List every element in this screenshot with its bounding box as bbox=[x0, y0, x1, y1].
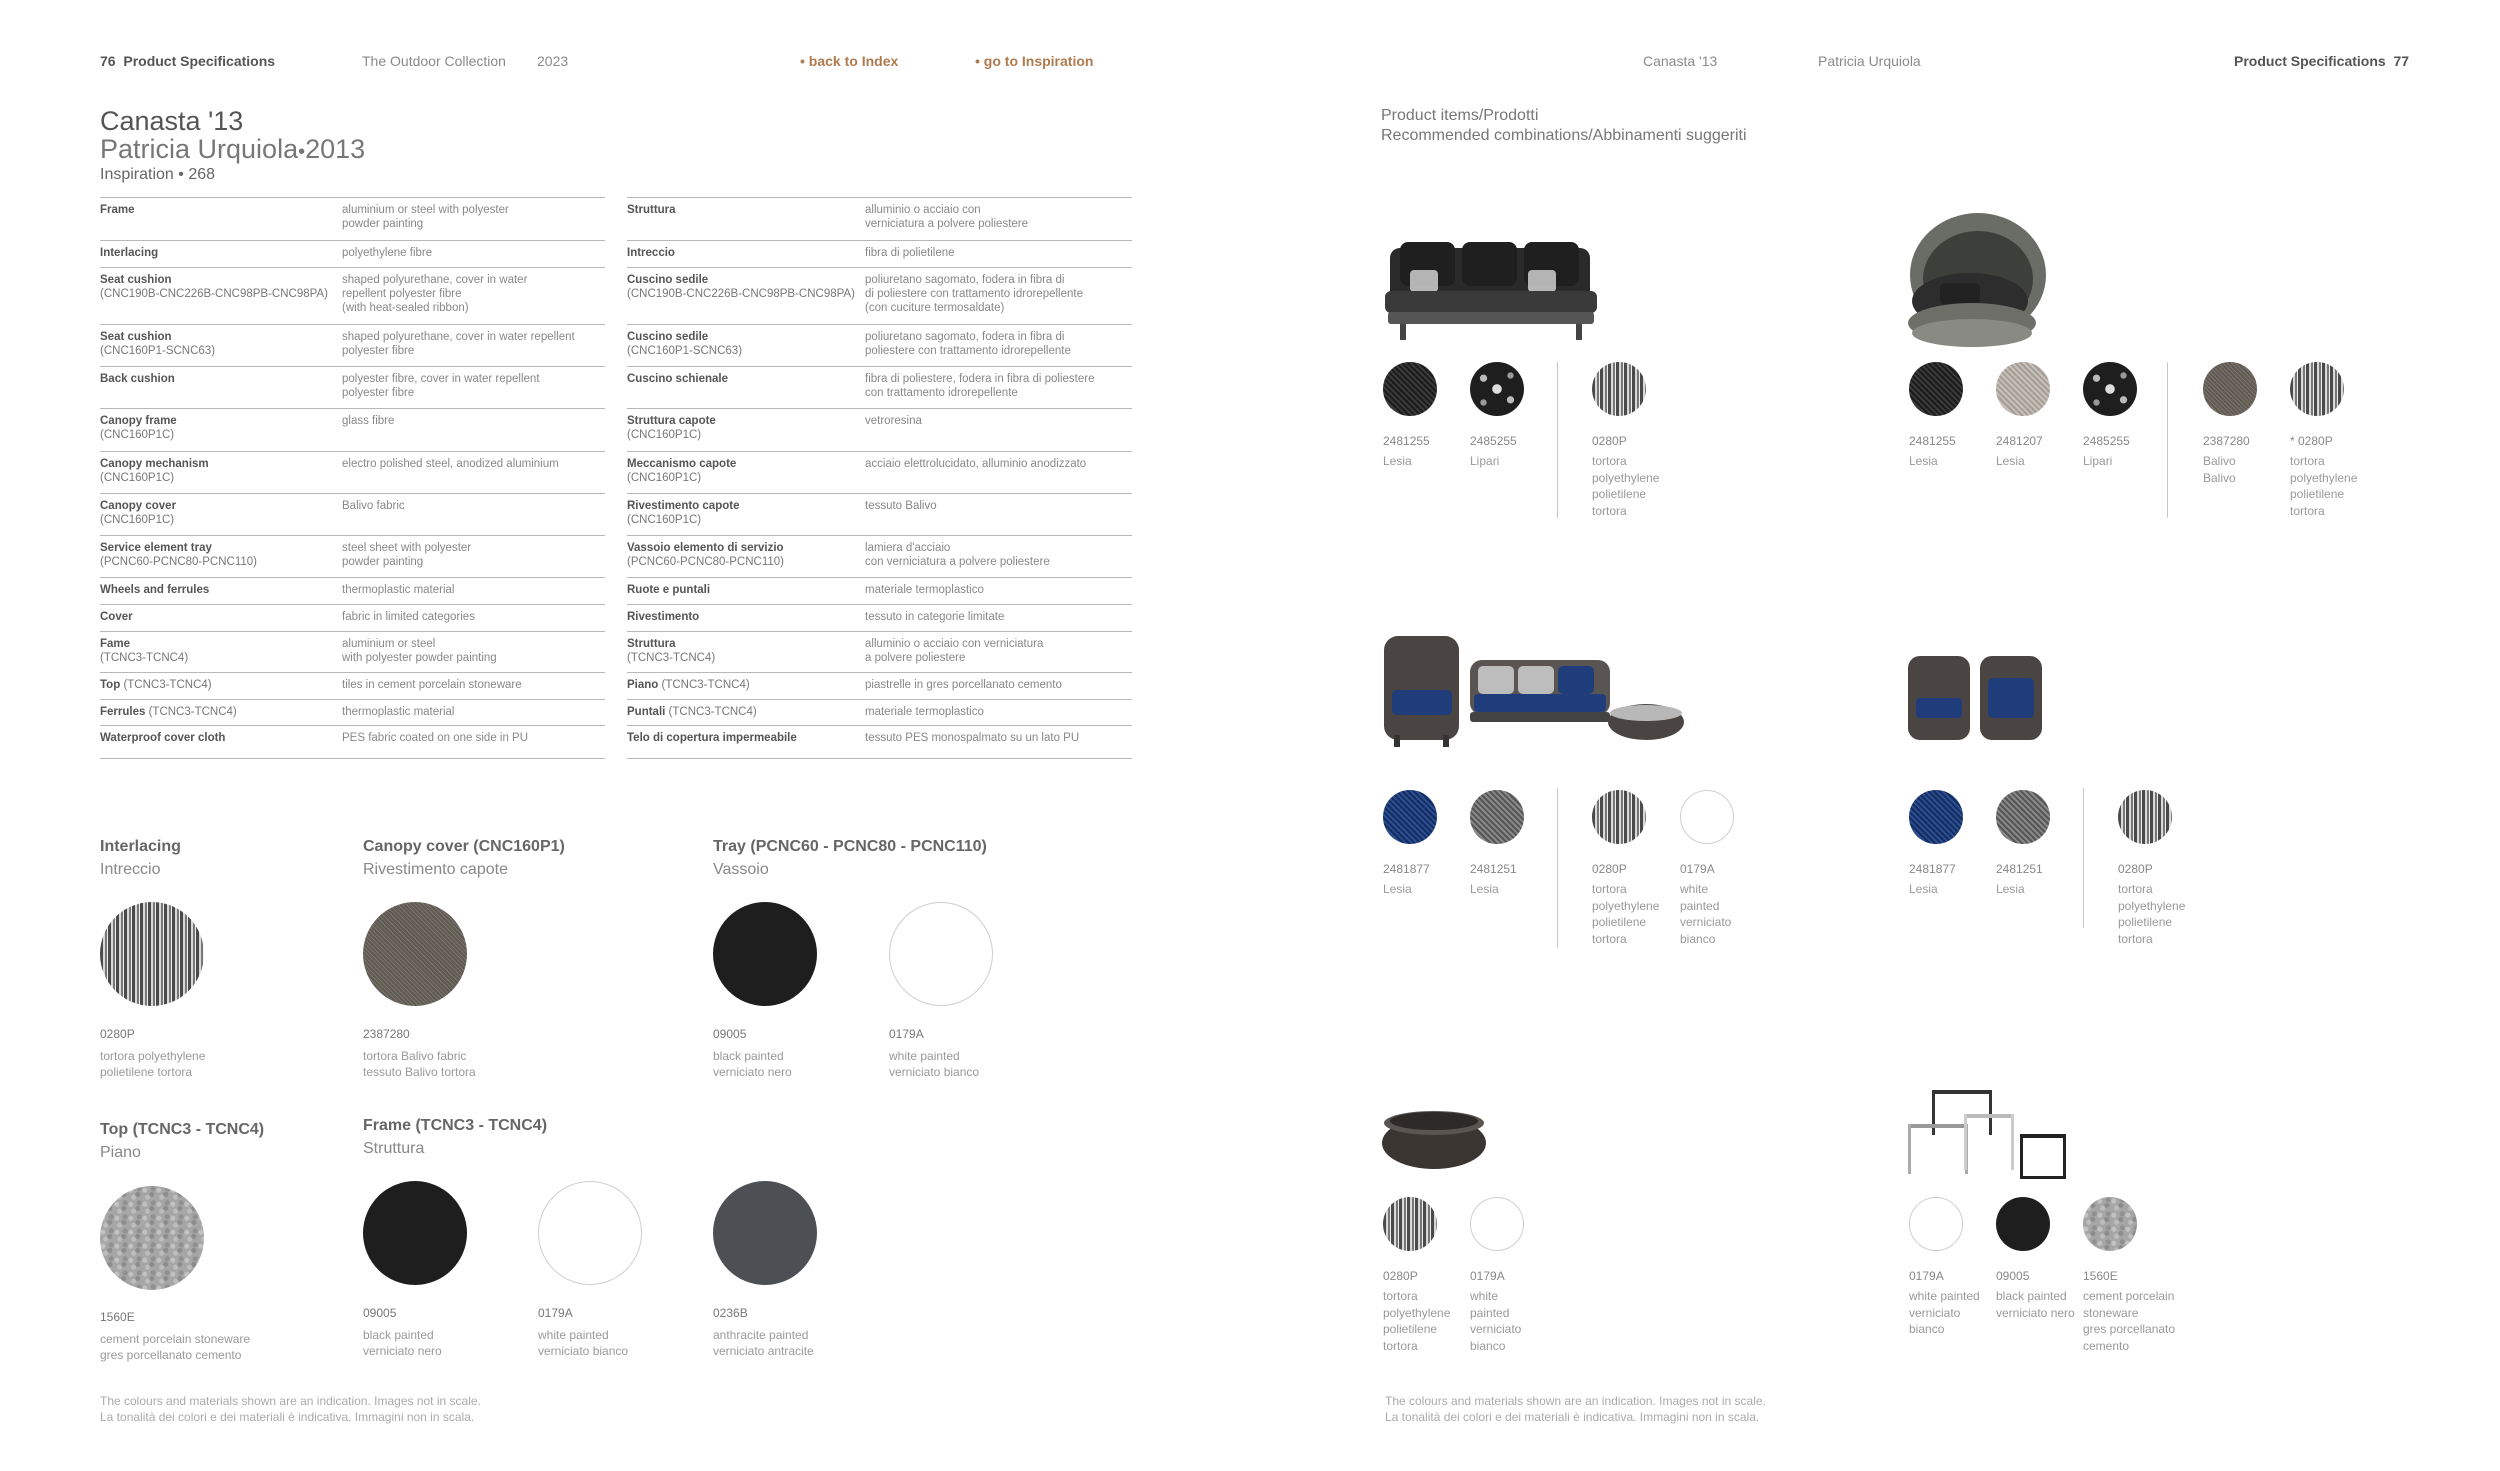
swatch-circle bbox=[2083, 362, 2137, 416]
footnote-left: The colours and materials shown are an indication. Images not in scale. La tonalità dei colori e dei materiali è indicativa. Immagini non in scala. bbox=[100, 1394, 481, 1424]
right-page-number: 77 bbox=[2393, 53, 2410, 69]
spec-key-label: Cuscino sedile bbox=[627, 331, 709, 343]
swatch-code: 0280P bbox=[2118, 862, 2153, 876]
spec-key-model: (CNC160P1C) bbox=[100, 514, 175, 526]
spec-key-model: (CNC160P1C) bbox=[100, 429, 175, 441]
spec-value: poliuretano sagomato, fodera in fibra di di poliestere con trattamento idrorepellente (con cuciture termosaldate) bbox=[865, 274, 1083, 314]
swatch-desc: white painted verniciato bianco bbox=[1470, 1289, 1522, 1353]
spec-value: poliuretano sagomato, fodera in fibra di poliestere con trattamento idrorepellente bbox=[865, 331, 1071, 357]
spec-row bbox=[627, 699, 1132, 725]
swatch-desc: cement porcelain stoneware gres porcellanato cemento bbox=[2083, 1289, 2176, 1353]
spec-row bbox=[627, 267, 1132, 324]
spec-key-label: Ferrules bbox=[100, 706, 146, 718]
spec-key-label: Canopy cover bbox=[100, 500, 177, 512]
spec-value: acciaio elettrolucidato, alluminio anodizzato bbox=[865, 458, 1087, 470]
swatch-desc: Lipari bbox=[2083, 454, 2113, 468]
right-product-label: Canasta '13 bbox=[1643, 53, 1718, 69]
spec-row bbox=[100, 604, 605, 631]
swatch-desc: Lesia bbox=[1383, 454, 1412, 468]
swatch-circle bbox=[1680, 790, 1734, 844]
frame-white-swatch bbox=[538, 1181, 642, 1285]
spec-value: vetroresina bbox=[865, 415, 922, 427]
spec-value: shaped polyurethane, cover in water repellent polyester fibre (with heat-sealed ribbon) bbox=[342, 274, 528, 314]
spec-value: polyethylene fibre bbox=[342, 247, 433, 259]
spec-row bbox=[627, 604, 1132, 631]
spec-key bbox=[627, 273, 855, 301]
spec-key-model: (CNC160P1C) bbox=[627, 514, 702, 526]
spec-key-model: (CNC190B-CNC226B-CNC98PB-CNC98PA) bbox=[627, 288, 855, 300]
tray-black-code: 09005 bbox=[713, 1027, 747, 1041]
spec-key-model: (TCNC3-TCNC4) bbox=[627, 652, 716, 664]
spec-key-label: Cover bbox=[100, 611, 133, 623]
ottoman-image bbox=[1378, 1103, 1490, 1173]
spec-value: glass fibre bbox=[342, 415, 395, 427]
frame-white-desc: white painted verniciato bianco bbox=[538, 1328, 629, 1358]
spec-key-model: (TCNC3-TCNC4) bbox=[123, 679, 212, 691]
product-items-heading: Product items/Prodotti bbox=[1381, 107, 1539, 124]
swatch-circle bbox=[1470, 362, 1524, 416]
spec-key-model: (TCNC3-TCNC4) bbox=[100, 652, 189, 664]
spec-key bbox=[100, 731, 225, 745]
spec-row bbox=[627, 451, 1132, 493]
right-section-label: Product Specifications bbox=[2234, 53, 2386, 69]
swatch-code: 0179A bbox=[1680, 862, 1715, 876]
frame-white-code: 0179A bbox=[538, 1306, 573, 1320]
swatch-code: 2481251 bbox=[1470, 862, 1517, 876]
canopy-title: Canopy cover (CNC160P1) bbox=[363, 838, 565, 855]
canopy-code: 2387280 bbox=[363, 1027, 410, 1041]
swatch-code: 2387280 bbox=[2203, 434, 2250, 448]
recommended-heading: Recommended combinations/Abbinamenti suggeriti bbox=[1381, 127, 1747, 144]
spec-row bbox=[627, 324, 1132, 366]
swatch-code: 2481255 bbox=[1383, 434, 1430, 448]
spec-key-label: Seat cushion bbox=[100, 274, 172, 286]
collection-label: The Outdoor Collection bbox=[362, 53, 506, 69]
swatch-desc: tortora polyethylene polietilene tortora bbox=[1592, 454, 1660, 518]
spec-row bbox=[100, 267, 605, 324]
spec-value: shaped polyurethane, cover in water repellent polyester fibre bbox=[342, 331, 575, 357]
swatch-circle bbox=[1592, 362, 1646, 416]
swatch-circle bbox=[2203, 362, 2257, 416]
spec-row bbox=[100, 535, 605, 577]
swatch-code: 2485255 bbox=[1470, 434, 1517, 448]
spec-key-model: (CNC190B-CNC226B-CNC98PB-CNC98PA) bbox=[100, 288, 328, 300]
tray-white-swatch bbox=[889, 902, 993, 1006]
spec-row bbox=[100, 451, 605, 493]
spec-row bbox=[627, 577, 1132, 604]
frame-anthracite-desc: anthracite painted verniciato antracite bbox=[713, 1328, 814, 1358]
spec-value: piastrelle in gres porcellanato cemento bbox=[865, 679, 1062, 691]
spec-value: tiles in cement porcelain stoneware bbox=[342, 679, 522, 691]
armchairs-image bbox=[1902, 648, 2052, 748]
spec-row bbox=[627, 672, 1132, 699]
spec-key-label: Rivestimento capote bbox=[627, 500, 740, 512]
spec-row bbox=[100, 577, 605, 604]
swatch-circle bbox=[1909, 790, 1963, 844]
product-title: Canasta '13 bbox=[100, 106, 244, 136]
spec-key bbox=[100, 372, 175, 386]
lounge-set-image bbox=[1378, 630, 1688, 750]
swatch-desc: Balivo Balivo bbox=[2203, 454, 2236, 485]
spec-value: materiale termoplastico bbox=[865, 584, 984, 596]
swatch-circle bbox=[1383, 1197, 1437, 1251]
swatch-desc: Lesia bbox=[1470, 882, 1499, 896]
swatch-code: 0179A bbox=[1470, 1269, 1505, 1283]
spec-key-model: (CNC160P1-SCNC63) bbox=[627, 345, 743, 357]
tray-white-code: 0179A bbox=[889, 1027, 924, 1041]
swatch-desc: Lesia bbox=[1996, 882, 2025, 896]
spec-key bbox=[627, 203, 676, 217]
canopy-swatch bbox=[363, 902, 467, 1006]
spec-value: alluminio o acciaio con verniciatura a polvere poliestere bbox=[865, 638, 1044, 664]
spec-key-model: (TCNC3-TCNC4) bbox=[668, 706, 757, 718]
spec-key-label: Cuscino schienale bbox=[627, 373, 728, 385]
spec-key bbox=[100, 678, 212, 692]
spec-key-model: (CNC160P1-SCNC63) bbox=[100, 345, 216, 357]
swatch-code: 2481877 bbox=[1383, 862, 1430, 876]
swatch-code: 2481207 bbox=[1996, 434, 2043, 448]
spec-value: thermoplastic material bbox=[342, 584, 455, 596]
spec-key-label: Interlacing bbox=[100, 247, 159, 259]
spec-row bbox=[100, 324, 605, 366]
top-stone-swatch bbox=[100, 1186, 204, 1290]
back-to-index-link[interactable]: • back to Index bbox=[800, 53, 899, 69]
top-subtitle: Piano bbox=[100, 1144, 141, 1161]
spec-value: aluminium or steel with polyester powder painting bbox=[342, 638, 497, 664]
swatch-code: 0280P bbox=[1383, 1269, 1418, 1283]
spec-key-label: Struttura bbox=[627, 638, 676, 650]
spec-row bbox=[100, 197, 605, 240]
spec-key bbox=[627, 246, 675, 260]
spec-value: tessuto PES monospalmato su un lato PU bbox=[865, 732, 1080, 744]
spec-key bbox=[100, 583, 209, 597]
spec-value: materiale termoplastico bbox=[865, 706, 984, 718]
swatch-code: 09005 bbox=[1996, 1269, 2030, 1283]
spec-key bbox=[627, 330, 742, 358]
year-label: 2023 bbox=[537, 53, 569, 69]
group-divider bbox=[1557, 362, 1558, 518]
design-year: 2013 bbox=[305, 134, 366, 164]
spec-key-label: Piano bbox=[627, 679, 659, 691]
spec-row bbox=[100, 725, 605, 759]
spec-key bbox=[627, 414, 716, 442]
page-number: 76 bbox=[100, 53, 116, 69]
swatch-code: * 0280P bbox=[2290, 434, 2333, 448]
spec-row bbox=[627, 240, 1132, 267]
swatch-desc: Lesia bbox=[1383, 882, 1412, 896]
top-title: Top (TCNC3 - TCNC4) bbox=[100, 1121, 265, 1138]
swatch-circle bbox=[1996, 790, 2050, 844]
group-divider bbox=[2083, 788, 2084, 928]
spec-value: electro polished steel, anodized aluminium bbox=[342, 458, 559, 470]
spec-key bbox=[627, 541, 784, 569]
spec-key-label: Meccanismo capote bbox=[627, 458, 737, 470]
spec-value: lamiera d'acciaio con verniciatura a polvere poliestere bbox=[865, 542, 1050, 568]
swatch-code: 2481251 bbox=[1996, 862, 2043, 876]
tray-black-swatch bbox=[713, 902, 817, 1006]
spec-key bbox=[100, 273, 328, 301]
swatch-circle bbox=[1996, 1197, 2050, 1251]
side-tables-image bbox=[1904, 1084, 2074, 1184]
swatch-circle bbox=[1909, 1197, 1963, 1251]
daybed-image bbox=[1900, 205, 2050, 353]
spec-row bbox=[627, 725, 1132, 759]
spec-key-label: Frame bbox=[100, 204, 135, 216]
designer-name: Patricia Urquiola bbox=[100, 134, 299, 164]
swatch-desc: tortora polyethylene polietilene tortora bbox=[1383, 1289, 1451, 1353]
tray-subtitle: Vassoio bbox=[713, 861, 769, 878]
swatch-code: 2485255 bbox=[2083, 434, 2130, 448]
spec-key bbox=[100, 414, 177, 442]
go-to-inspiration-link[interactable]: • go to Inspiration bbox=[975, 53, 1094, 69]
spec-key bbox=[100, 203, 135, 217]
spec-key bbox=[627, 499, 739, 527]
right-designer-label: Patricia Urquiola bbox=[1818, 53, 1921, 69]
top-desc: cement porcelain stoneware gres porcellanato cemento bbox=[100, 1332, 251, 1362]
spec-key-label: Puntali bbox=[627, 706, 666, 718]
spec-key-model: (PCNC60-PCNC80-PCNC110) bbox=[100, 556, 257, 568]
tray-title: Tray (PCNC60 - PCNC80 - PCNC110) bbox=[713, 838, 987, 855]
spec-key-label: Ruote e puntali bbox=[627, 584, 711, 596]
spec-key-model: (CNC160P1C) bbox=[627, 472, 702, 484]
interlacing-subtitle: Intreccio bbox=[100, 861, 161, 878]
sofa-image bbox=[1380, 236, 1602, 344]
swatch-circle bbox=[1383, 790, 1437, 844]
spec-key bbox=[627, 457, 736, 485]
spec-value: fibra di polietilene bbox=[865, 247, 955, 259]
frame-anthracite-code: 0236B bbox=[713, 1306, 748, 1320]
swatch-code: 0179A bbox=[1909, 1269, 1944, 1283]
spec-value: thermoplastic material bbox=[342, 706, 455, 718]
spec-value: fibra di poliestere, fodera in fibra di poliestere con trattamento idrorepellente bbox=[865, 373, 1095, 399]
top-code: 1560E bbox=[100, 1310, 135, 1324]
spec-row bbox=[100, 366, 605, 408]
canopy-subtitle: Rivestimento capote bbox=[363, 861, 508, 878]
swatch-circle bbox=[1996, 362, 2050, 416]
spec-row bbox=[627, 197, 1132, 240]
spec-table-italian bbox=[627, 197, 1132, 760]
spec-key-label: Struttura bbox=[627, 204, 676, 216]
spec-key-label: Seat cushion bbox=[100, 331, 172, 343]
swatch-desc: tortora polyethylene polietilene tortora bbox=[2290, 454, 2358, 518]
spec-key-label: Intreccio bbox=[627, 247, 675, 259]
spec-key-label: Cuscino sedile bbox=[627, 274, 709, 286]
tray-white-desc: white painted verniciato bianco bbox=[889, 1049, 980, 1079]
spec-key-label: Struttura capote bbox=[627, 415, 716, 427]
spec-key bbox=[100, 637, 188, 665]
interlacing-swatch bbox=[100, 902, 204, 1006]
swatch-code: 0280P bbox=[1592, 434, 1627, 448]
spec-row bbox=[100, 493, 605, 535]
group-divider bbox=[1557, 788, 1558, 948]
spec-key-label: Canopy mechanism bbox=[100, 458, 209, 470]
title-separator: • bbox=[298, 141, 306, 163]
swatch-circle bbox=[1383, 362, 1437, 416]
spec-key-model: (CNC160P1C) bbox=[100, 472, 175, 484]
inspiration-ref[interactable]: Inspiration • 268 bbox=[100, 166, 216, 183]
spec-key-label: Vassoio elemento di servizio bbox=[627, 542, 784, 554]
spec-key bbox=[627, 705, 757, 719]
spec-key bbox=[627, 678, 750, 692]
spec-key bbox=[100, 499, 176, 527]
spec-key-model: (TCNC3-TCNC4) bbox=[148, 706, 237, 718]
spec-row bbox=[100, 672, 605, 699]
swatch-desc: Lesia bbox=[1909, 882, 1938, 896]
spec-key-model: (TCNC3-TCNC4) bbox=[661, 679, 750, 691]
swatch-circle bbox=[2118, 790, 2172, 844]
swatch-circle bbox=[2083, 1197, 2137, 1251]
spec-value: alluminio o acciaio con verniciatura a polvere poliestere bbox=[865, 204, 1029, 230]
spec-row bbox=[100, 408, 605, 451]
frame-anthracite-swatch bbox=[713, 1181, 817, 1285]
spec-value: aluminium or steel with polyester powder painting bbox=[342, 204, 509, 230]
spec-key-label: Top bbox=[100, 679, 121, 691]
spec-key-label: Rivestimento bbox=[627, 611, 700, 623]
interlacing-code: 0280P bbox=[100, 1027, 135, 1041]
swatch-desc: white painted verniciato bianco bbox=[1909, 1289, 1980, 1336]
spec-value: Balivo fabric bbox=[342, 500, 405, 512]
spec-key-label: Telo di copertura impermeabile bbox=[627, 732, 797, 744]
spec-key bbox=[627, 637, 715, 665]
frame-black-code: 09005 bbox=[363, 1306, 397, 1320]
spec-key-label: Service element tray bbox=[100, 542, 212, 554]
spec-key-label: Fame bbox=[100, 638, 131, 650]
swatch-circle bbox=[1909, 362, 1963, 416]
page-number-right bbox=[2234, 53, 2409, 69]
designer-line bbox=[100, 134, 365, 165]
group-divider bbox=[2167, 362, 2168, 518]
spec-value: PES fabric coated on one side in PU bbox=[342, 732, 529, 744]
interlacing-desc: tortora polyethylene polietilene tortora bbox=[100, 1049, 206, 1079]
swatch-desc: Lipari bbox=[1470, 454, 1500, 468]
spec-key-label: Waterproof cover cloth bbox=[100, 732, 226, 744]
spec-key-label: Wheels and ferrules bbox=[100, 584, 210, 596]
swatch-circle bbox=[2290, 362, 2344, 416]
page-number-left bbox=[100, 53, 275, 69]
swatch-desc: Lesia bbox=[1996, 454, 2025, 468]
frame-title: Frame (TCNC3 - TCNC4) bbox=[363, 1117, 548, 1134]
spec-value: polyester fibre, cover in water repellent polyester fibre bbox=[342, 373, 540, 399]
swatch-desc: tortora polyethylene polietilene tortora bbox=[2118, 882, 2186, 946]
canopy-desc: tortora Balivo fabric tessuto Balivo tortora bbox=[363, 1049, 476, 1079]
spec-row bbox=[627, 366, 1132, 408]
swatch-desc: black painted verniciato nero bbox=[1996, 1289, 2075, 1320]
spec-value: tessuto Balivo bbox=[865, 500, 937, 512]
interlacing-title: Interlacing bbox=[100, 838, 181, 855]
spec-value: fabric in limited categories bbox=[342, 611, 475, 623]
spec-key bbox=[627, 372, 728, 386]
spec-key bbox=[100, 330, 215, 358]
spec-key-model: (PCNC60-PCNC80-PCNC110) bbox=[627, 556, 784, 568]
swatch-circle bbox=[1470, 790, 1524, 844]
spec-key bbox=[100, 246, 158, 260]
spec-row bbox=[100, 631, 605, 672]
spec-key-label: Canopy frame bbox=[100, 415, 177, 427]
spec-value: steel sheet with polyester powder painting bbox=[342, 542, 472, 568]
spec-value: tessuto in categorie limitate bbox=[865, 611, 1005, 623]
spec-row bbox=[627, 631, 1132, 672]
tray-black-desc: black painted verniciato nero bbox=[713, 1049, 792, 1079]
frame-black-swatch bbox=[363, 1181, 467, 1285]
spec-row bbox=[627, 493, 1132, 535]
spec-key bbox=[100, 705, 237, 719]
spec-key bbox=[100, 541, 257, 569]
frame-subtitle: Struttura bbox=[363, 1140, 425, 1157]
spec-row bbox=[100, 699, 605, 725]
spec-table-english bbox=[100, 197, 605, 760]
spec-key bbox=[100, 610, 133, 624]
spec-row bbox=[627, 535, 1132, 577]
swatch-desc: Lesia bbox=[1909, 454, 1938, 468]
swatch-desc: tortora polyethylene polietilene tortora bbox=[1592, 882, 1660, 946]
swatch-code: 0280P bbox=[1592, 862, 1627, 876]
spec-key-label: Back cushion bbox=[100, 373, 175, 385]
footnote-right: The colours and materials shown are an indication. Images not in scale. La tonalità dei colori e dei materiali è indicativa. Immagini non in scala. bbox=[1385, 1394, 1766, 1424]
spec-key-model: (CNC160P1C) bbox=[627, 429, 702, 441]
swatch-code: 2481255 bbox=[1909, 434, 1956, 448]
spec-key bbox=[100, 457, 209, 485]
swatch-desc: white painted verniciato bianco bbox=[1680, 882, 1732, 946]
spec-row bbox=[100, 240, 605, 267]
spec-key bbox=[627, 583, 710, 597]
spec-key bbox=[627, 610, 699, 624]
spec-key bbox=[627, 731, 797, 745]
swatch-code: 1560E bbox=[2083, 1269, 2118, 1283]
spec-row bbox=[627, 408, 1132, 451]
frame-black-desc: black painted verniciato nero bbox=[363, 1328, 442, 1358]
swatch-code: 2481877 bbox=[1909, 862, 1956, 876]
swatch-circle bbox=[1592, 790, 1646, 844]
swatch-circle bbox=[1470, 1197, 1524, 1251]
section-label: Product Specifications bbox=[123, 53, 276, 69]
